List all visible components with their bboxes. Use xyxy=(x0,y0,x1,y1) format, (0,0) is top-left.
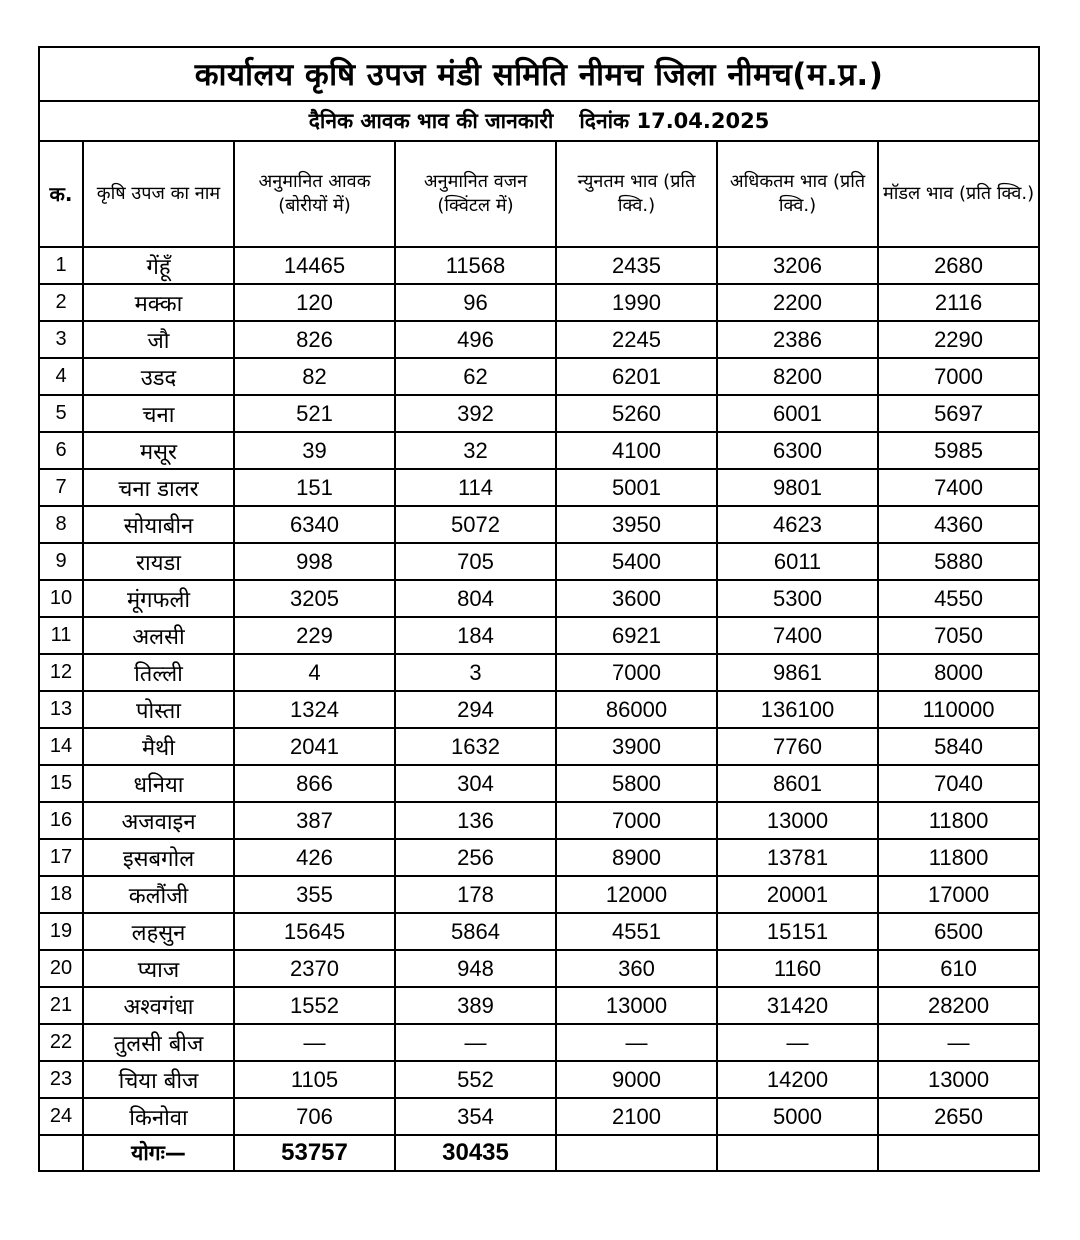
cell-estimated-arrival: 1324 xyxy=(234,691,395,728)
table-row xyxy=(39,469,1039,506)
total-empty-cell xyxy=(39,1135,83,1171)
cell-minimum-rate: 1990 xyxy=(556,284,717,321)
cell-minimum-rate: 7000 xyxy=(556,802,717,839)
column-header-estimated-weight: अनुमानित वजन (क्विंटल में) xyxy=(395,141,556,247)
cell-estimated-weight: 5072 xyxy=(395,506,556,543)
cell-estimated-arrival: 6340 xyxy=(234,506,395,543)
cell-serial: 21 xyxy=(39,987,83,1024)
table-row xyxy=(39,247,1039,284)
cell-produce-name: अलसी xyxy=(83,617,234,654)
cell-produce-name: प्याज xyxy=(83,950,234,987)
cell-estimated-weight: 96 xyxy=(395,284,556,321)
table-row xyxy=(39,580,1039,617)
cell-estimated-arrival: 120 xyxy=(234,284,395,321)
column-header-maximum-rate: अधिकतम भाव (प्रति क्वि.) xyxy=(717,141,878,247)
cell-modal-rate: 5840 xyxy=(878,728,1039,765)
cell-minimum-rate: 7000 xyxy=(556,654,717,691)
cell-estimated-weight: 948 xyxy=(395,950,556,987)
cell-maximum-rate: 5300 xyxy=(717,580,878,617)
cell-modal-rate: 610 xyxy=(878,950,1039,987)
cell-estimated-arrival: 1552 xyxy=(234,987,395,1024)
cell-modal-rate: 4550 xyxy=(878,580,1039,617)
table-row xyxy=(39,987,1039,1024)
table-row xyxy=(39,432,1039,469)
table-row xyxy=(39,950,1039,987)
cell-estimated-weight: 496 xyxy=(395,321,556,358)
cell-serial: 20 xyxy=(39,950,83,987)
column-header-produce-name: कृषि उपज का नाम xyxy=(83,141,234,247)
table-row xyxy=(39,358,1039,395)
cell-estimated-weight: 804 xyxy=(395,580,556,617)
cell-modal-rate: — xyxy=(878,1024,1039,1061)
cell-minimum-rate: 360 xyxy=(556,950,717,987)
cell-produce-name: मूंगफली xyxy=(83,580,234,617)
cell-maximum-rate: 3206 xyxy=(717,247,878,284)
cell-estimated-weight: 62 xyxy=(395,358,556,395)
cell-estimated-arrival: 706 xyxy=(234,1098,395,1135)
cell-estimated-weight: 552 xyxy=(395,1061,556,1098)
cell-produce-name: चिया बीज xyxy=(83,1061,234,1098)
cell-serial: 6 xyxy=(39,432,83,469)
total-weight: 30435 xyxy=(395,1135,556,1171)
cell-modal-rate: 8000 xyxy=(878,654,1039,691)
cell-serial: 14 xyxy=(39,728,83,765)
cell-serial: 15 xyxy=(39,765,83,802)
cell-maximum-rate: 8601 xyxy=(717,765,878,802)
total-empty-cell xyxy=(556,1135,717,1171)
cell-estimated-arrival: 426 xyxy=(234,839,395,876)
table-row xyxy=(39,1024,1039,1061)
cell-minimum-rate: 3600 xyxy=(556,580,717,617)
cell-produce-name: सोयाबीन xyxy=(83,506,234,543)
cell-estimated-arrival: 1105 xyxy=(234,1061,395,1098)
cell-estimated-weight: 184 xyxy=(395,617,556,654)
cell-maximum-rate: 31420 xyxy=(717,987,878,1024)
table-row xyxy=(39,802,1039,839)
cell-estimated-arrival: 151 xyxy=(234,469,395,506)
cell-produce-name: तिल्ली xyxy=(83,654,234,691)
cell-produce-name: जौ xyxy=(83,321,234,358)
report-subtitle xyxy=(39,101,1039,141)
date-label: दिनांक xyxy=(579,109,630,133)
cell-estimated-arrival: 82 xyxy=(234,358,395,395)
cell-modal-rate: 6500 xyxy=(878,913,1039,950)
cell-modal-rate: 11800 xyxy=(878,839,1039,876)
cell-serial: 12 xyxy=(39,654,83,691)
cell-modal-rate: 11800 xyxy=(878,802,1039,839)
cell-produce-name: तुलसी बीज xyxy=(83,1024,234,1061)
cell-minimum-rate: 5800 xyxy=(556,765,717,802)
cell-minimum-rate: 2245 xyxy=(556,321,717,358)
cell-modal-rate: 7050 xyxy=(878,617,1039,654)
cell-serial: 16 xyxy=(39,802,83,839)
cell-estimated-weight: 114 xyxy=(395,469,556,506)
cell-estimated-weight: 705 xyxy=(395,543,556,580)
cell-estimated-weight: 178 xyxy=(395,876,556,913)
cell-serial: 8 xyxy=(39,506,83,543)
cell-estimated-weight: 294 xyxy=(395,691,556,728)
cell-modal-rate: 7400 xyxy=(878,469,1039,506)
cell-estimated-arrival: 826 xyxy=(234,321,395,358)
daily-arrival-rate-table xyxy=(38,46,1040,1172)
table-row xyxy=(39,839,1039,876)
cell-minimum-rate: 2100 xyxy=(556,1098,717,1135)
total-row xyxy=(39,1135,1039,1171)
cell-estimated-weight: 354 xyxy=(395,1098,556,1135)
total-empty-cell xyxy=(878,1135,1039,1171)
cell-serial: 11 xyxy=(39,617,83,654)
total-arrival: 53757 xyxy=(234,1135,395,1171)
cell-serial: 13 xyxy=(39,691,83,728)
cell-produce-name: मसूर xyxy=(83,432,234,469)
cell-estimated-arrival: — xyxy=(234,1024,395,1061)
cell-maximum-rate: 4623 xyxy=(717,506,878,543)
cell-minimum-rate: 8900 xyxy=(556,839,717,876)
cell-estimated-arrival: 14465 xyxy=(234,247,395,284)
table-row xyxy=(39,913,1039,950)
cell-maximum-rate: 14200 xyxy=(717,1061,878,1098)
cell-estimated-arrival: 521 xyxy=(234,395,395,432)
cell-minimum-rate: 4100 xyxy=(556,432,717,469)
subtitle-label: दैनिक आवक भाव की जानकारी xyxy=(308,109,554,133)
column-header-minimum-rate: न्युनतम भाव (प्रति क्वि.) xyxy=(556,141,717,247)
cell-estimated-weight: 389 xyxy=(395,987,556,1024)
cell-maximum-rate: 136100 xyxy=(717,691,878,728)
cell-maximum-rate: 7760 xyxy=(717,728,878,765)
cell-maximum-rate: 7400 xyxy=(717,617,878,654)
cell-estimated-arrival: 866 xyxy=(234,765,395,802)
cell-estimated-weight: 304 xyxy=(395,765,556,802)
table-row xyxy=(39,543,1039,580)
cell-estimated-arrival: 229 xyxy=(234,617,395,654)
cell-produce-name: कलौंजी xyxy=(83,876,234,913)
cell-estimated-weight: 3 xyxy=(395,654,556,691)
cell-maximum-rate: 6300 xyxy=(717,432,878,469)
cell-minimum-rate: 12000 xyxy=(556,876,717,913)
cell-estimated-arrival: 15645 xyxy=(234,913,395,950)
table-row xyxy=(39,728,1039,765)
cell-produce-name: किनोवा xyxy=(83,1098,234,1135)
cell-maximum-rate: 8200 xyxy=(717,358,878,395)
cell-produce-name: अश्वगंधा xyxy=(83,987,234,1024)
cell-serial: 23 xyxy=(39,1061,83,1098)
cell-modal-rate: 28200 xyxy=(878,987,1039,1024)
cell-minimum-rate: 5400 xyxy=(556,543,717,580)
cell-modal-rate: 2650 xyxy=(878,1098,1039,1135)
table-row xyxy=(39,654,1039,691)
cell-produce-name: इसबगोल xyxy=(83,839,234,876)
cell-modal-rate: 7000 xyxy=(878,358,1039,395)
column-header-serial: क. xyxy=(39,141,83,247)
cell-modal-rate: 2116 xyxy=(878,284,1039,321)
table-row xyxy=(39,765,1039,802)
cell-estimated-arrival: 387 xyxy=(234,802,395,839)
cell-minimum-rate: 3950 xyxy=(556,506,717,543)
cell-minimum-rate: — xyxy=(556,1024,717,1061)
cell-serial: 9 xyxy=(39,543,83,580)
cell-modal-rate: 5697 xyxy=(878,395,1039,432)
cell-produce-name: धनिया xyxy=(83,765,234,802)
cell-produce-name: उडद xyxy=(83,358,234,395)
cell-maximum-rate: 9801 xyxy=(717,469,878,506)
cell-serial: 1 xyxy=(39,247,83,284)
cell-estimated-arrival: 355 xyxy=(234,876,395,913)
cell-estimated-arrival: 39 xyxy=(234,432,395,469)
cell-estimated-weight: 5864 xyxy=(395,913,556,950)
cell-serial: 22 xyxy=(39,1024,83,1061)
cell-produce-name: पोस्ता xyxy=(83,691,234,728)
column-header-estimated-arrival: अनुमानित आवक (बोरीयों में) xyxy=(234,141,395,247)
cell-produce-name: मक्का xyxy=(83,284,234,321)
cell-maximum-rate: 2200 xyxy=(717,284,878,321)
cell-estimated-arrival: 998 xyxy=(234,543,395,580)
cell-modal-rate: 2290 xyxy=(878,321,1039,358)
cell-minimum-rate: 4551 xyxy=(556,913,717,950)
table-row xyxy=(39,876,1039,913)
table-row xyxy=(39,617,1039,654)
cell-serial: 19 xyxy=(39,913,83,950)
cell-maximum-rate: 13781 xyxy=(717,839,878,876)
cell-serial: 24 xyxy=(39,1098,83,1135)
table-row xyxy=(39,284,1039,321)
cell-modal-rate: 5880 xyxy=(878,543,1039,580)
cell-minimum-rate: 6921 xyxy=(556,617,717,654)
cell-minimum-rate: 5260 xyxy=(556,395,717,432)
total-empty-cell xyxy=(717,1135,878,1171)
table-row xyxy=(39,691,1039,728)
table-row xyxy=(39,321,1039,358)
cell-minimum-rate: 5001 xyxy=(556,469,717,506)
cell-estimated-weight: 1632 xyxy=(395,728,556,765)
cell-estimated-arrival: 3205 xyxy=(234,580,395,617)
cell-maximum-rate: 6011 xyxy=(717,543,878,580)
column-header-row xyxy=(39,141,1039,247)
cell-estimated-arrival: 4 xyxy=(234,654,395,691)
cell-modal-rate: 4360 xyxy=(878,506,1039,543)
table-row xyxy=(39,506,1039,543)
cell-modal-rate: 13000 xyxy=(878,1061,1039,1098)
cell-produce-name: चना xyxy=(83,395,234,432)
cell-modal-rate: 110000 xyxy=(878,691,1039,728)
cell-estimated-weight: 32 xyxy=(395,432,556,469)
cell-minimum-rate: 9000 xyxy=(556,1061,717,1098)
cell-minimum-rate: 2435 xyxy=(556,247,717,284)
table-row xyxy=(39,1061,1039,1098)
cell-estimated-arrival: 2370 xyxy=(234,950,395,987)
cell-serial: 3 xyxy=(39,321,83,358)
cell-produce-name: लहसुन xyxy=(83,913,234,950)
cell-minimum-rate: 86000 xyxy=(556,691,717,728)
cell-maximum-rate: 13000 xyxy=(717,802,878,839)
cell-produce-name: चना डालर xyxy=(83,469,234,506)
cell-serial: 2 xyxy=(39,284,83,321)
cell-maximum-rate: 6001 xyxy=(717,395,878,432)
cell-maximum-rate: 1160 xyxy=(717,950,878,987)
cell-produce-name: अजवाइन xyxy=(83,802,234,839)
cell-modal-rate: 5985 xyxy=(878,432,1039,469)
rate-sheet xyxy=(38,46,1038,1172)
cell-serial: 10 xyxy=(39,580,83,617)
cell-serial: 4 xyxy=(39,358,83,395)
page-title: कार्यालय कृषि उपज मंडी समिति नीमच जिला नीमच(म.प्र.) xyxy=(39,47,1039,101)
cell-produce-name: गेंहूँ xyxy=(83,247,234,284)
cell-maximum-rate: — xyxy=(717,1024,878,1061)
column-header-modal-rate: मॉडल भाव (प्रति क्वि.) xyxy=(878,141,1039,247)
cell-maximum-rate: 15151 xyxy=(717,913,878,950)
cell-estimated-weight: 392 xyxy=(395,395,556,432)
cell-modal-rate: 17000 xyxy=(878,876,1039,913)
cell-serial: 7 xyxy=(39,469,83,506)
cell-minimum-rate: 3900 xyxy=(556,728,717,765)
cell-maximum-rate: 20001 xyxy=(717,876,878,913)
table-row xyxy=(39,1098,1039,1135)
cell-serial: 5 xyxy=(39,395,83,432)
cell-serial: 18 xyxy=(39,876,83,913)
table-body xyxy=(39,247,1039,1135)
cell-minimum-rate: 13000 xyxy=(556,987,717,1024)
cell-estimated-weight: — xyxy=(395,1024,556,1061)
cell-serial: 17 xyxy=(39,839,83,876)
cell-estimated-arrival: 2041 xyxy=(234,728,395,765)
report-date: 17.04.2025 xyxy=(636,109,770,133)
cell-modal-rate: 7040 xyxy=(878,765,1039,802)
cell-maximum-rate: 5000 xyxy=(717,1098,878,1135)
total-label: योगः— xyxy=(83,1135,234,1171)
cell-maximum-rate: 2386 xyxy=(717,321,878,358)
cell-estimated-weight: 11568 xyxy=(395,247,556,284)
cell-minimum-rate: 6201 xyxy=(556,358,717,395)
cell-estimated-weight: 256 xyxy=(395,839,556,876)
cell-estimated-weight: 136 xyxy=(395,802,556,839)
cell-produce-name: रायडा xyxy=(83,543,234,580)
cell-produce-name: मैथी xyxy=(83,728,234,765)
cell-maximum-rate: 9861 xyxy=(717,654,878,691)
cell-modal-rate: 2680 xyxy=(878,247,1039,284)
table-row xyxy=(39,395,1039,432)
